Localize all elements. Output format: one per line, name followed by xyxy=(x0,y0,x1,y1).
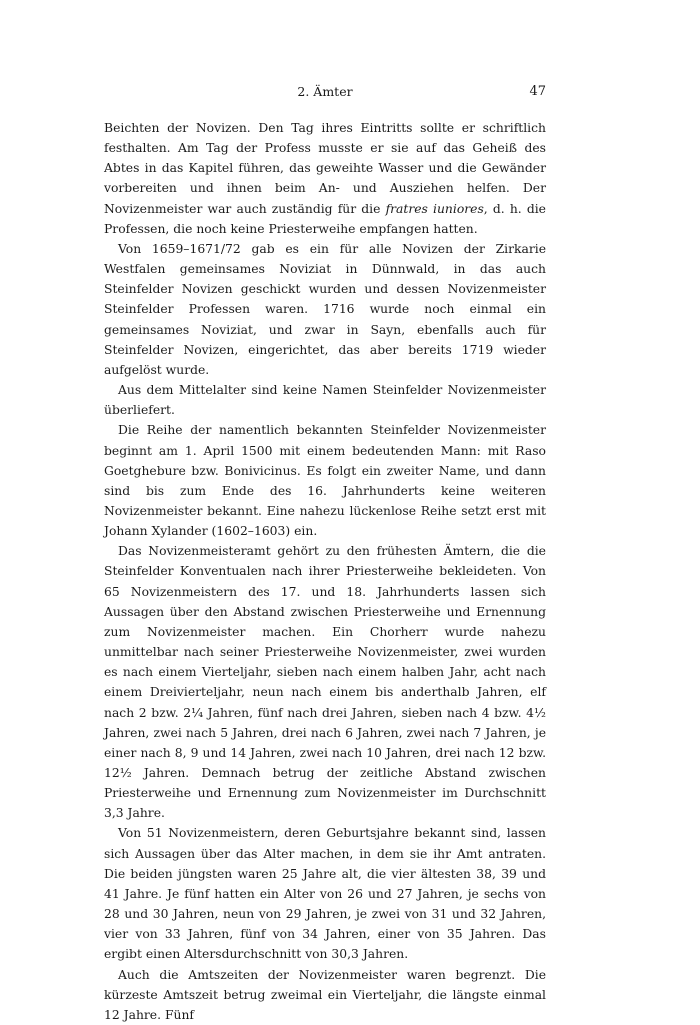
body-text xyxy=(104,118,546,1025)
paragraph-5: Das Novizenmeisteramt gehört zu den frühesten Ämtern, die die Steinfelder Konventualen nach ihrer Priesterweihe bekleideten. Von 65 Novizenmeistern des 17. und 18. Jahrhunderts lassen sich Aussagen über den Abstand zwischen Priesterweihe und Ernennung zum Novizenmeister machen. Ein Chorherr wurde nahezu unmittelbar nach seiner Priesterweihe Novizenmeister, zwei wurden es nach einem Vierteljahr, sieben nach einem halben Jahr, acht nach einem Dreivierteljahr, neun nach einem bis anderthalb Jahren, elf nach 2 bzw. 2¼ Jahren, fünf nach drei Jahren, sieben nach 4 bzw. 4½ Jahren, zwei nach 5 Jahren, drei nach 6 Jahren, zwei nach 7 Jahren, je einer nach 8, 9 und 14 Jahren, zwei nach 10 Jahren, drei nach 12 bzw. 12½ Jahren. Demnach betrug der zeitliche Abstand zwischen Priesterweihe und Ernennung zum Novizenmeister im Durchschnitt 3,3 Jahre. xyxy=(104,544,546,821)
paragraph-3: Aus dem Mittelalter sind keine Namen Steinfelder Novizenmeister überliefert. xyxy=(104,383,546,418)
latin-term: fratres iuniores xyxy=(385,201,484,216)
paragraph-6: Von 51 Novizenmeistern, deren Geburtsjahre bekannt sind, lassen sich Aussagen über das Alter machen, in dem sie ihr Amt antraten. Die beiden jüngsten waren 25 Jahre alt, die vier ältesten 38, 39 und 41 Jahre. Je fünf hatten ein Alter von 26 und 27 Jahren, je sechs von 28 und 30 Jahren, neun von 29 Jahren, je zwei von 31 und 32 Jahren, vier von 33 Jahren, fünf von 34 Jahren, einer von 35 Jahren. Das ergibt einen Altersdurchschnitt von 30,3 Jahren. xyxy=(104,826,546,962)
page-number: 47 xyxy=(529,84,546,99)
paragraph-7: Auch die Amtszeiten der Novizenmeister waren begrenzt. Die kürzeste Amtszeit betrug zweimal ein Vierteljahr, die längste einmal 12 Jahre. Fünf xyxy=(104,967,546,1022)
paragraph-1: Beichten der Novizen. Den Tag ihres Eintritts sollte er schriftlich festhalten. Am Tag der Profess musste er sie auf das Geheiß des Abtes in das Kapitel führen, das geweihte Wasser und die Gewänder vorbereiten und ihnen beim An- und Ausziehen helfen. Der Novizenmeister war auch zuständig für die fratres iuniores, d. h. die Professen, die noch keine Priesterweihe empfangen hatten. xyxy=(104,121,546,236)
paragraph-2: Von 1659–1671/72 gab es ein für alle Novizen der Zirkarie Westfalen gemeinsames Noviziat in Dünnwald, in das auch Steinfelder Novizen geschickt wurden und dessen Novizenmeister Steinfelder Professen waren. 1716 wurde noch einmal ein gemeinsames Noviziat, und zwar in Sayn, ebenfalls auch für Steinfelder Novizen, eingerichtet, das aber bereits 1719 wieder aufgelöst wurde. xyxy=(104,241,546,377)
running-title: 2. Ämter xyxy=(297,84,353,99)
running-head xyxy=(104,84,546,104)
paragraph-4: Die Reihe der namentlich bekannten Steinfelder Novizenmeister beginnt am 1. April 1500 mit einem bedeutenden Mann: mit Raso Goetghebure bzw. Bonivicinus. Es folgt ein zweiter Name, und dann sind bis zum Ende des 16. Jahrhunderts keine weiteren Novizenmeister bekannt. Eine nahezu lückenlose Reihe setzt erst mit Johann Xylander (1602–1603) ein. xyxy=(104,423,546,539)
